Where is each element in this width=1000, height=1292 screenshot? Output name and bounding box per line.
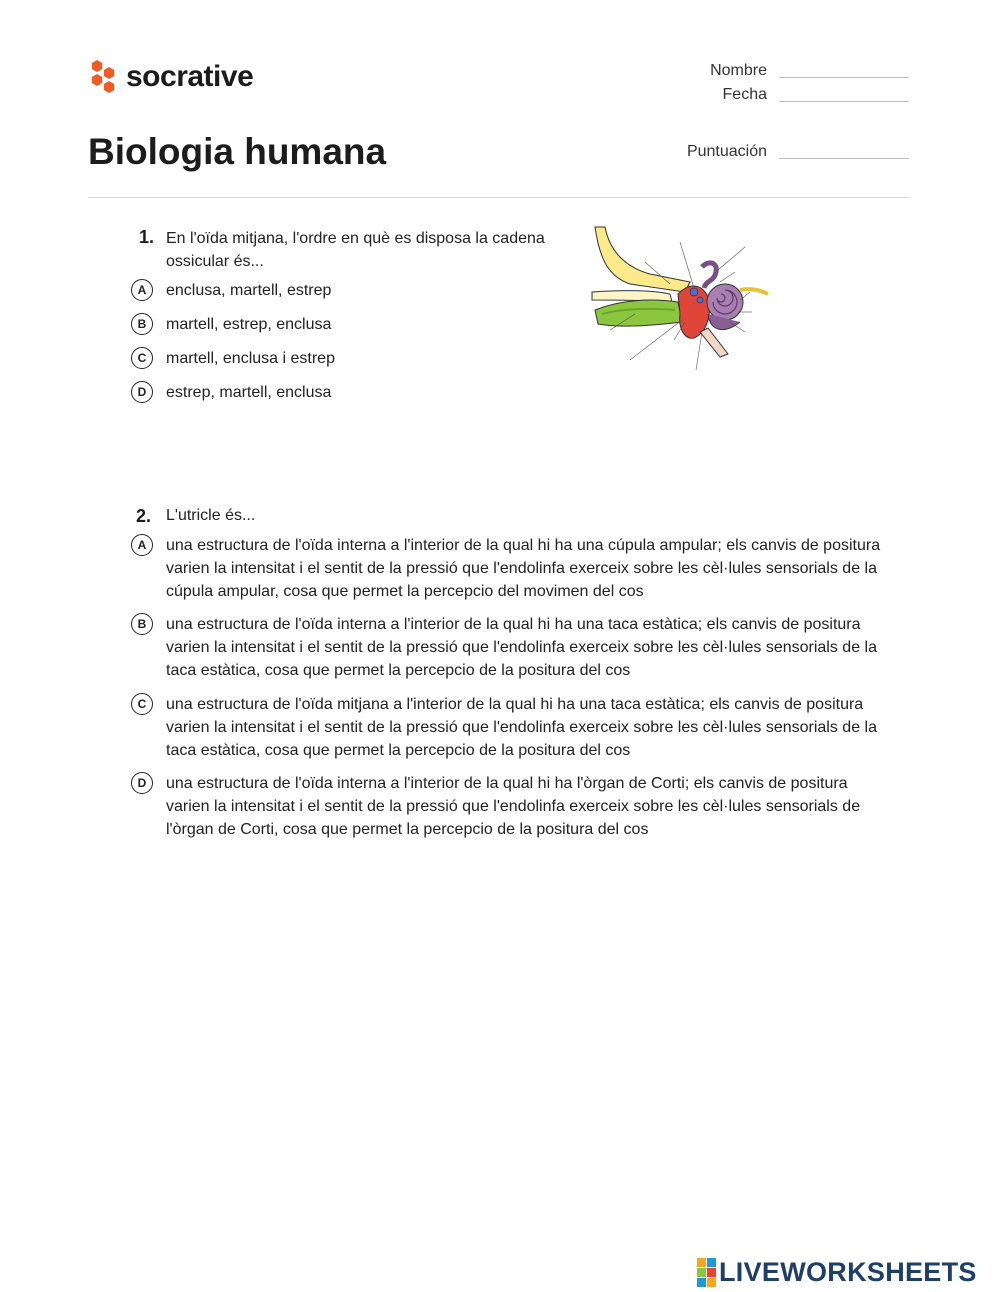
date-field	[647, 86, 909, 104]
name-input-line[interactable]	[779, 77, 909, 78]
name-field	[647, 62, 909, 80]
option-bubble[interactable]: C	[131, 347, 153, 369]
option-bubble[interactable]: D	[131, 772, 153, 794]
score-label: Puntuación	[686, 143, 767, 160]
question-2-option-d[interactable]	[131, 772, 891, 841]
option-text: estrep, martell, enclusa	[166, 384, 332, 401]
option-text: una estructura de l'oïda interna a l'interior de la qual hi ha una taca estàtica; els canvis de positura varien la intensitat i el sentit de la pressió que l'endolinfa exerceix sobre les cèl·lules sensorials de la taca estàtica, cosa que permet la percepcio de la positura del cos	[166, 616, 877, 679]
option-bubble[interactable]: A	[131, 279, 153, 301]
question-2-option-b[interactable]	[131, 613, 891, 682]
option-bubble[interactable]: A	[131, 534, 153, 556]
option-bubble[interactable]: C	[131, 693, 153, 715]
question-1-number: 1.	[139, 227, 155, 247]
question-1-option-a[interactable]	[131, 279, 331, 302]
option-text: enclusa, martell, estrep	[166, 282, 332, 299]
option-bubble[interactable]: B	[131, 613, 153, 635]
option-text: una estructura de l'oïda interna a l'interior de la qual hi ha una cúpula ampular; els canvis de positura varien la intensitat i el sentit de la pressió que l'endolinfa exerceix sobre les cèl·lules sensorials de la cúpula ampular, cosa que permet la percepcio del movimen del cos	[166, 537, 881, 600]
option-bubble[interactable]: B	[131, 313, 153, 335]
score-field	[647, 143, 909, 161]
socrative-hexagons-icon	[88, 58, 120, 96]
liveworksheets-footer	[697, 1258, 977, 1287]
option-text: martell, enclusa i estrep	[166, 350, 335, 367]
question-2-number: 2.	[136, 506, 152, 526]
liveworksheets-wordmark: LIVEWORKSHEETS	[719, 1257, 977, 1287]
page-title: Biologia humana	[88, 131, 387, 172]
name-label: Nombre	[710, 62, 767, 79]
question-2-option-a[interactable]	[131, 534, 891, 603]
option-text: martell, estrep, enclusa	[166, 316, 332, 333]
liveworksheets-logo-icon	[697, 1258, 716, 1287]
question-1-option-d[interactable]	[131, 381, 331, 404]
question-2-option-c[interactable]	[131, 693, 891, 762]
option-text: una estructura de l'oïda interna a l'interior de la qual hi ha l'òrgan de Corti; els canvis de positura varien la intensitat i el sentit de la pressió que l'endolinfa exerceix sobre les cèl·lules sensorials de l'òrgan de Corti, cosa que permet la percepcio de la positura del cos	[166, 775, 861, 838]
option-text: una estructura de l'oïda mitjana a l'interior de la qual hi ha una taca estàtica; els canvis de positura varien la intensitat i el sentit de la pressió que l'endolinfa exerceix sobre les cèl·lules sensorials de la taca estàtica, cosa que permet la percepcio de la positura del cos	[166, 696, 877, 759]
question-1-option-b[interactable]	[131, 313, 331, 336]
brand-name: socrative	[126, 60, 254, 93]
score-input-line	[779, 158, 909, 159]
ear-diagram-image	[590, 222, 775, 382]
date-label: Fecha	[722, 86, 767, 103]
question-2-text: L'utricle és...	[166, 507, 256, 524]
question-1-text: En l'oïda mitjana, l'ordre en què es disposa la cadena ossicular és...	[166, 230, 545, 270]
header-divider	[88, 197, 909, 198]
socrative-logo	[88, 58, 253, 96]
date-input-line[interactable]	[779, 101, 909, 102]
option-bubble[interactable]: D	[131, 381, 153, 403]
question-1-option-c[interactable]	[131, 347, 335, 370]
ear-anatomy-illustration	[590, 222, 775, 377]
